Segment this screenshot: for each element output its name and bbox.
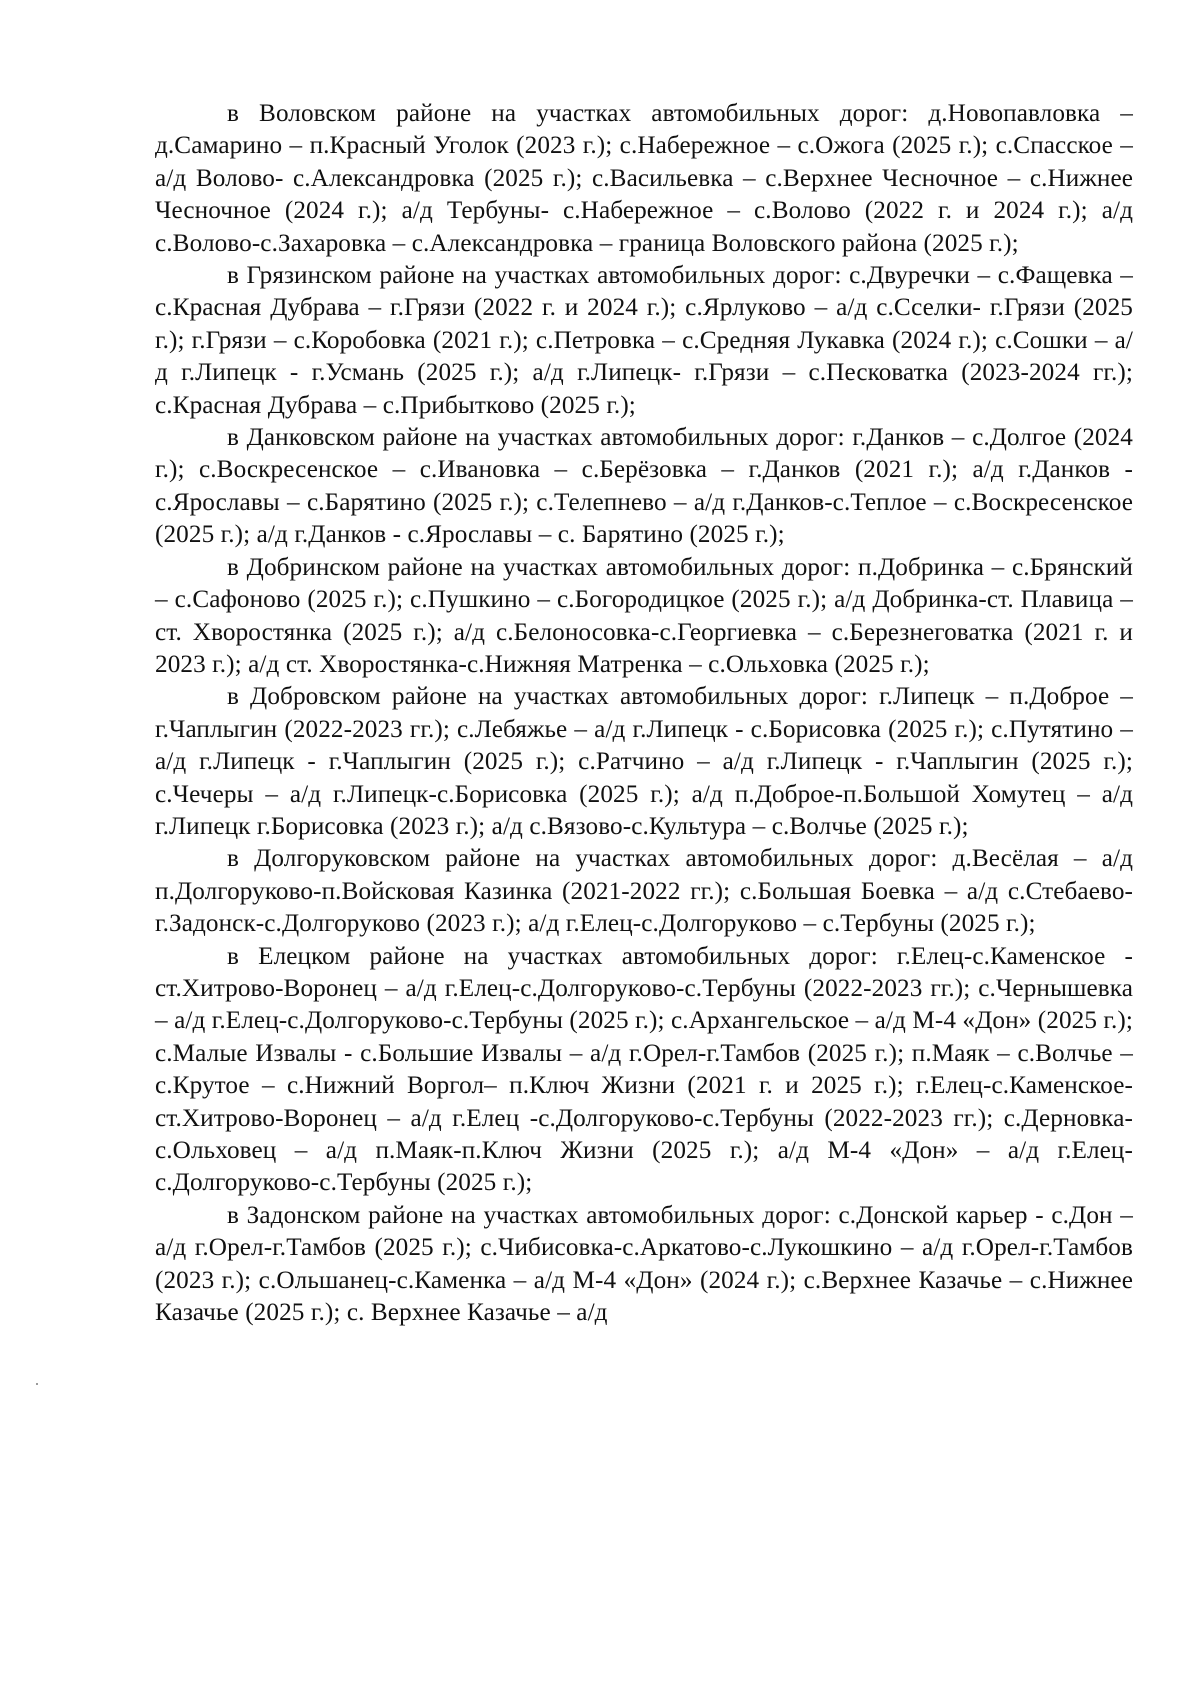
document-body <box>155 98 1133 1329</box>
paragraph-dankovsky-district: в Данковском районе на участках автомобильных дорог: г.Данков – с.Долгое (2024 г.); с.Воскресенское – с.Ивановка – с.Берёзовка – г.Данков (2021 г.); а/д г.Данков - с.Ярославы – с.Барятино (2025 г.); с.Телепнево – а/д г.Данков-с.Теплое – с.Воскресенское (2025 г.); а/д г.Данков - с.Ярославы – с. Барятино (2025 г.); <box>155 424 1133 549</box>
paragraph-gryazinsky-district: в Грязинском районе на участках автомобильных дорог: с.Двуречки – с.Фащевка – с.Красная Дубрава – г.Грязи (2022 г. и 2024 г.); с.Ярлуково – а/д с.Сселки- г.Грязи (2025 г.); г.Грязи – с.Коробовка (2021 г.); с.Петровка – с.Средняя Лукавка (2024 г.); с.Сошки – а/д г.Липецк - г.Усмань (2025 г.); а/д г.Липецк- г.Грязи – с.Песковатка (2023-2024 гг.); с.Красная Дубрава – с.Прибытково (2025 г.); <box>155 262 1133 419</box>
paragraph-dobrinsky-district: в Добринском районе на участках автомобильных дорог: п.Добринка – с.Брянский – с.Сафоново (2025 г.); с.Пушкино – с.Богородицкое (2025 г.); а/д Добринка-ст. Плавица – ст. Хворостянка (2025 г.); а/д с.Белоносовка-с.Георгиевка – с.Березнеговатка (2021 г. и 2023 г.); а/д ст. Хворостянка-с.Нижняя Матренка – с.Ольховка (2025 г.); <box>155 553 1133 678</box>
paragraph-volovsky-district: в Воловском районе на участках автомобильных дорог: д.Новопавловка – д.Самарино – п.Красный Уголок (2023 г.); с.Набережное – с.Ожога (2025 г.); с.Спасское – а/д Волово- с.Александровка (2025 г.); с.Васильевка – с.Верхнее Чесночное – с.Нижнее Чесночное (2024 г.); а/д Тербуны- с.Набережное – с.Волово (2022 г. и 2024 г.); а/д с.Волово-с.Захаровка – с.Александровка – граница Воловского района (2025 г.); <box>155 100 1133 257</box>
paragraph-zadonsky-district: в Задонском районе на участках автомобильных дорог: с.Донской карьер - с.Дон – а/д г.Орел-г.Тамбов (2025 г.); с.Чибисовка-с.Аркатово-с.Лукошкино – а/д г.Орел-г.Тамбов (2023 г.); с.Ольшанец-с.Каменка – а/д М-4 «Дон» (2024 г.); с.Верхнее Казачье – с.Нижнее Казачье (2025 г.); с. Верхнее Казачье – а/д <box>155 1201 1133 1327</box>
paragraph-eletsky-district: в Елецком районе на участках автомобильных дорог: г.Елец-с.Каменское - ст.Хитрово-Воронец – а/д г.Елец-с.Долгоруково-с.Тербуны (2022-2023 гг.); с.Чернышевка – а/д г.Елец-с.Долгоруково-с.Тербуны (2025 г.); с.Архангельское – а/д М-4 «Дон» (2025 г.); с.Малые Извалы - с.Большие Извалы – а/д г.Орел-г.Тамбов (2025 г.); п.Маяк – с.Волчье – с.Крутое – с.Нижний Воргол– п.Ключ Жизни (2021 г. и 2025 г.); г.Елец-с.Каменское-ст.Хитрово-Воронец – а/д г.Елец -с.Долгоруково-с.Тербуны (2022-2023 гг.); с.Дерновка-с.Ольховец – а/д п.Маяк-п.Ключ Жизни (2025 г.); а/д М-4 «Дон» – а/д г.Елец-с.Долгоруково-с.Тербуны (2025 г.); <box>155 942 1133 1197</box>
paragraph-dolgorukovsky-district: в Долгоруковском районе на участках автомобильных дорог: д.Весёлая – а/д п.Долгоруково-п.Войсковая Казинка (2021-2022 гг.); с.Большая Боевка – а/д с.Стебаево-г.Задонск-с.Долгоруково (2023 г.); а/д г.Елец-с.Долгоруково – с.Тербуны (2025 г.); <box>155 845 1133 938</box>
paragraph-dobrovsky-district: в Добровском районе на участках автомобильных дорог: г.Липецк – п.Доброе – г.Чаплыгин (2022-2023 гг.); с.Лебяжье – а/д г.Липецк - с.Борисовка (2025 г.); с.Путятино – а/д г.Липецк - г.Чаплыгин (2025 г.); с.Ратчино – а/д г.Липецк - г.Чаплыгин (2025 г.); с.Чечеры – а/д г.Липецк-с.Борисовка (2025 г.); а/д п.Доброе-п.Большой Хомутец – а/д г.Липецк г.Борисовка (2023 г.); а/д с.Вязово-с.Культура – с.Волчье (2025 г.); <box>155 683 1133 840</box>
scan-speck <box>36 1383 38 1385</box>
